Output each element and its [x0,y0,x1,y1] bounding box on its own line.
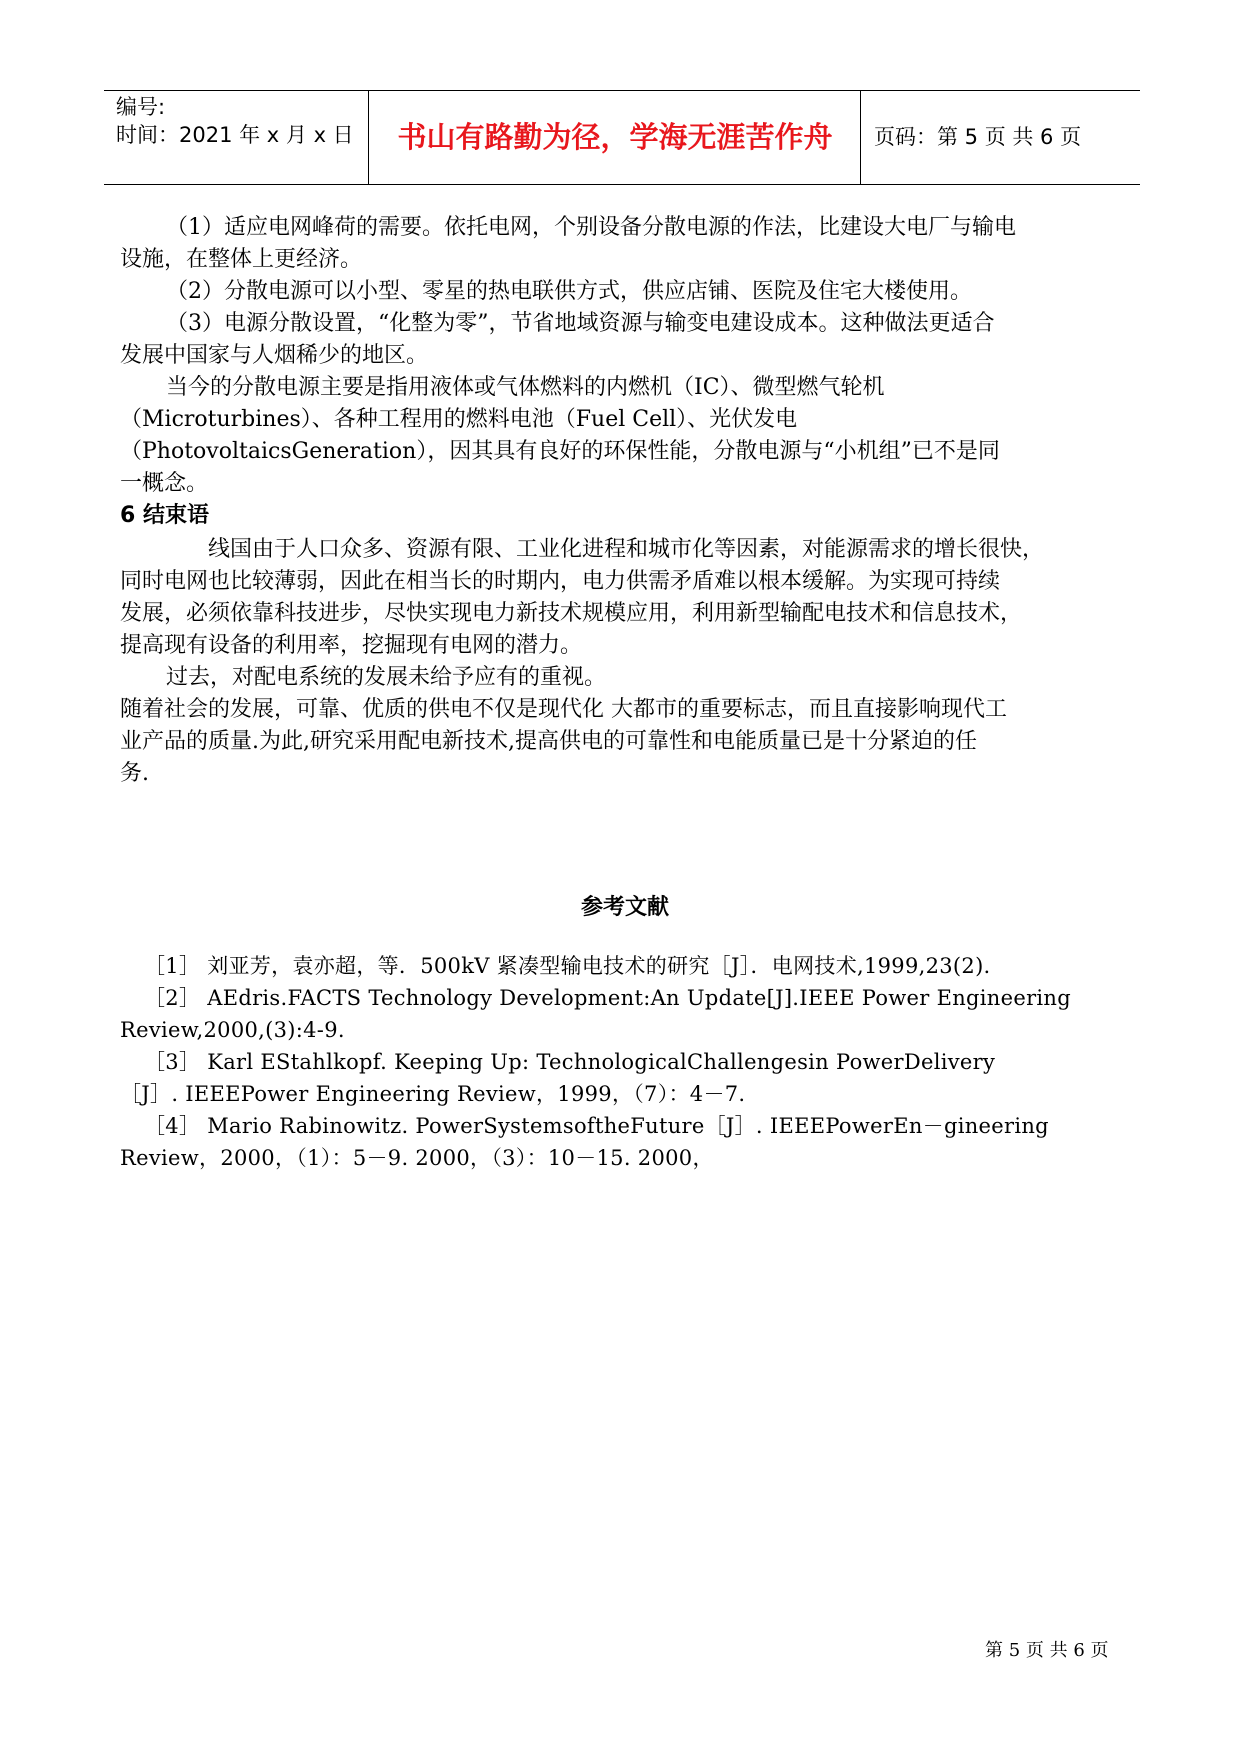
reference-item: ［1］ 刘亚芳，袁亦超，等．500kV 紧凑型输电技术的研究［J］．电网技术,1999,23(2). [144,954,991,978]
reference-item: Review,2000,(3):4-9. [120,1018,345,1042]
number-label: 编号: [116,95,166,119]
paragraph-line: 同时电网也比较薄弱，因此在相当长的时期内，电力供需矛盾难以根本缓解。为实现可持续 [120,569,1001,594]
header-divider [860,91,861,184]
reference-item: ［2］ AEdris.FACTS Technology Development:An Update[J].IEEE Power Engineering [144,986,1071,1010]
header-info [116,91,369,184]
reference-item: ［J］. IEEEPower Engineering Review，1999，（7）：4－7. [120,1082,746,1106]
section-heading: 6 结束语 [120,503,209,528]
paragraph-line: （PhotovoltaicsGeneration），因其具有良好的环保性能，分散电源与“小机组”已不是同 [120,439,1000,464]
paragraph-line: （1）适应电网峰荷的需要。依托电网，个别设备分散电源的作法，比建设大电厂与输电 [166,215,1016,240]
header-motto: 书山有路勤为径，学海无涯苦作舟 [397,120,833,154]
paragraph-line: 设施，在整体上更经济。 [120,247,363,272]
paragraph-line: （3）电源分散设置，“化整为零”，节省地域资源与输变电建设成本。这种做法更适合 [166,311,995,336]
paragraph-line: 发展，必须依靠科技进步，尽快实现电力新技术规模应用，利用新型输配电技术和信息技术， [120,601,1023,626]
paragraph-line: （2）分散电源可以小型、零星的热电联供方式，供应店铺、医院及住宅大楼使用。 [166,279,972,304]
paragraph-line: 当今的分散电源主要是指用液体或气体燃料的内燃机（IC）、微型燃气轮机 [166,375,885,400]
paragraph-line: 业产品的质量.为此,研究采用配电新技术,提高供电的可靠性和电能质量已是十分紧迫的任 [120,729,977,754]
time-label: 时间：2021 年 x 月 x 日 [116,123,354,147]
references-title: 参考文献 [580,895,669,920]
reference-item: Review，2000，（1）：5－9. 2000，（3）：10－15. 2000， [120,1146,714,1170]
paragraph-line: 发展中国家与人烟稀少的地区。 [120,343,429,368]
header-page-number: 页码：第 5 页 共 6 页 [874,125,1082,149]
paragraph-line: 提高现有设备的利用率，挖掘现有电网的潜力。 [120,633,583,658]
paragraph-line: （Microturbines）、各种工程用的燃料电池（Fuel Cell）、光伏发电 [120,407,798,432]
header-divider [368,91,369,184]
paragraph-line: 务. [120,761,149,786]
paragraph-line: 线国由于人口众多、资源有限、工业化进程和城市化等因素，对能源需求的增长很快， [208,537,1045,562]
reference-item: ［3］ Karl EStahlkopf. Keeping Up: TechnologicalChallengesin PowerDelivery [144,1050,996,1074]
page-footer: 第 5 页 共 6 页 [985,1640,1109,1661]
paragraph-line: 随着社会的发展，可靠、优质的供电不仅是现代化 大都市的重要标志，而且直接影响现代工 [120,697,1007,722]
paragraph-line: 过去，对配电系统的发展未给予应有的重视。 [166,665,607,690]
page-header [104,90,1140,185]
reference-item: ［4］ Mario Rabinowitz. PowerSystemsoftheFuture［J］. IEEEPowerEn－gineering [144,1114,1049,1138]
paragraph-line: 一概念。 [120,471,209,496]
